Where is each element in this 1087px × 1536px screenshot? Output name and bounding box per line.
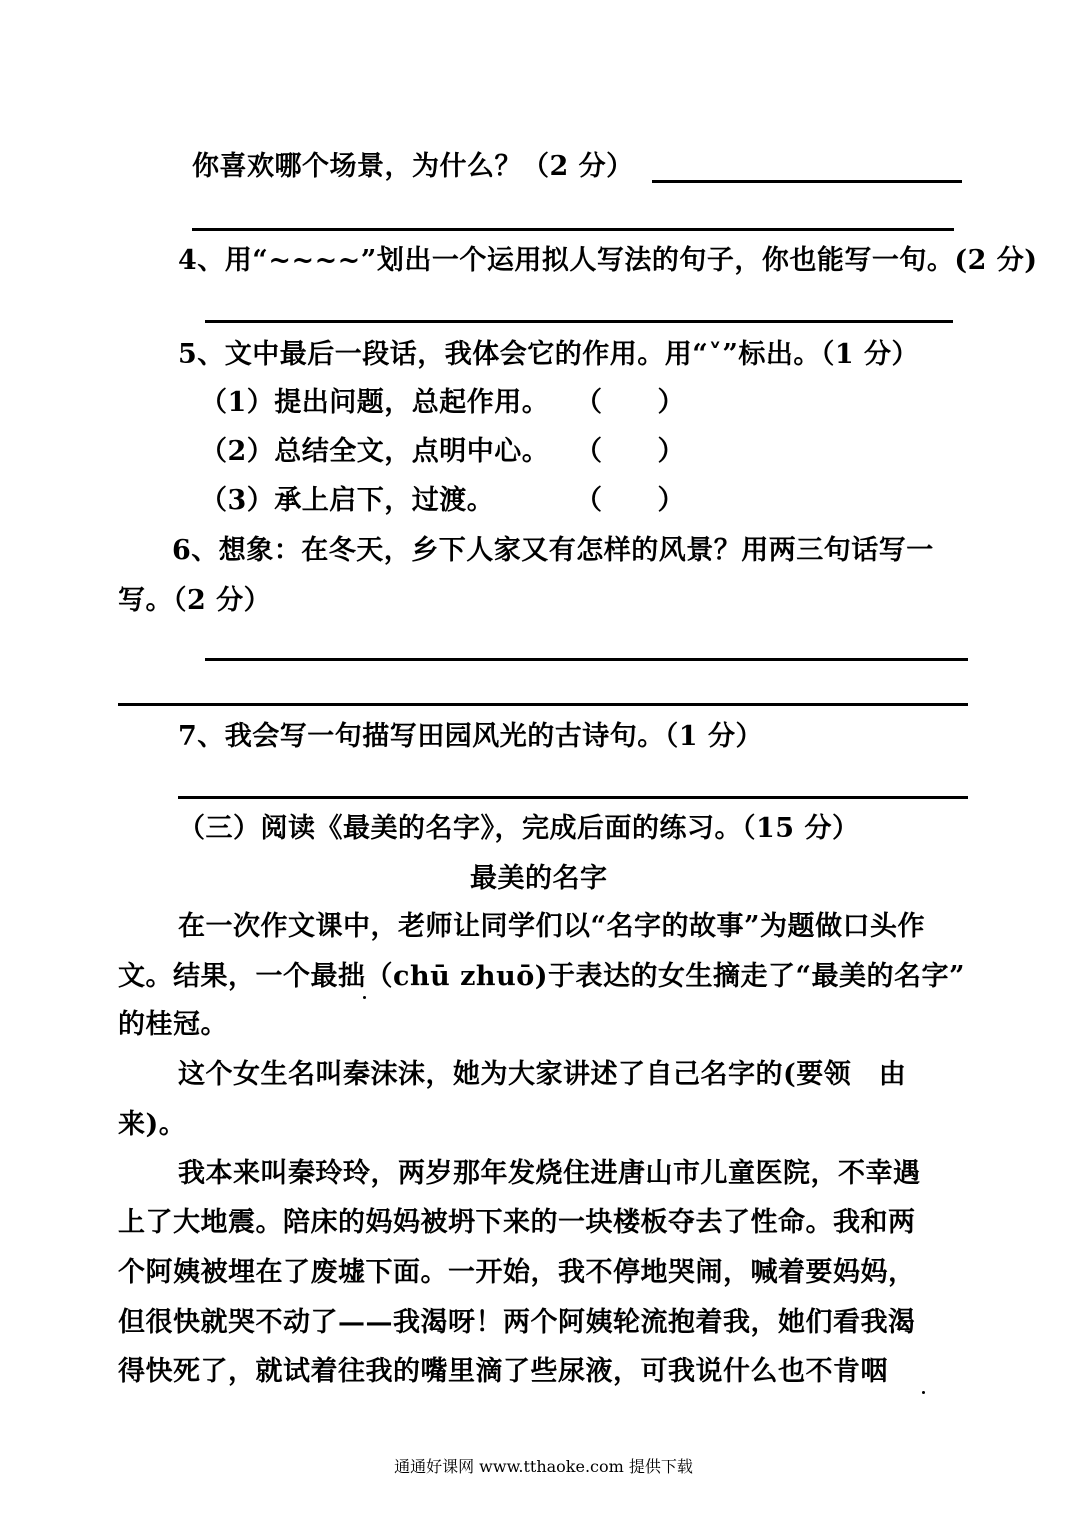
answer-line[interactable]: [205, 320, 953, 323]
paragraph-3-line-1: 我本来叫秦玲玲，两岁那年发烧住进唐山市儿童医院，不幸遇: [178, 1158, 921, 1189]
paragraph-3-line-2: 上了大地震。陪床的妈妈被坍下来的一块楼板夺去了性命。我和两: [118, 1207, 916, 1238]
q5-option-3-paren[interactable]: （ ）: [575, 485, 685, 516]
q5-option-2-paren[interactable]: （ ）: [575, 436, 685, 467]
paragraph-2-line-2: 来)。: [118, 1109, 187, 1140]
paragraph-1-line-1: 在一次作文课中，老师让同学们以“名字的故事”为题做口头作: [178, 911, 926, 942]
paragraph-3-line-3: 个阿姨被埋在了废墟下面。一开始，我不停地哭闹，喊着要妈妈，: [118, 1257, 916, 1288]
answer-line[interactable]: [205, 658, 968, 661]
q5-option-3: （3）承上启下，过渡。: [200, 485, 495, 516]
question-4: 4、用“~~~~”划出一个运用拟人写法的句子，你也能写一句。(2 分): [178, 245, 1038, 276]
paragraph-3-line-5: 得快死了，就试着往我的嘴里滴了些尿液，可我说什么也不肯咽: [118, 1356, 888, 1387]
paragraph-1-line-3: 的桂冠。: [118, 1009, 228, 1040]
section-3-heading: （三）阅读《最美的名字》，完成后面的练习。（15 分）: [178, 813, 860, 844]
article-title: 最美的名字: [470, 863, 608, 894]
question-7: 7、我会写一句描写田园风光的古诗句。（1 分）: [178, 721, 763, 752]
q3-prompt: 你喜欢哪个场景，为什么？（2 分）: [192, 151, 634, 182]
paragraph-2-line-1: 这个女生名叫秦沫沫，她为大家讲述了自己名字的(要领 由: [178, 1059, 907, 1090]
question-6-line-2: 写。（2 分）: [118, 585, 272, 616]
answer-line[interactable]: [178, 796, 968, 799]
q5-option-2: （2）总结全文，点明中心。: [200, 436, 550, 467]
question-6-line-1: 6、想象：在冬天，乡下人家又有怎样的风景？用两三句话写一: [172, 535, 934, 566]
page-footer: 通通好课网 www.tthaoke.com 提供下载: [394, 1457, 693, 1476]
paragraph-3-line-4: 但很快就哭不动了——我渴呀！两个阿姨轮流抱着我，她们看我渴: [118, 1307, 916, 1338]
answer-line[interactable]: [652, 180, 962, 183]
answer-line[interactable]: [118, 703, 968, 706]
q5-option-1-paren[interactable]: （ ）: [575, 387, 685, 418]
emphasis-dot: [922, 1391, 925, 1394]
emphasis-dot: [363, 996, 366, 999]
answer-line[interactable]: [192, 228, 954, 231]
paragraph-1-line-2: 文。结果，一个最拙（chū zhuō)于表达的女生摘走了“最美的名字”: [118, 961, 966, 992]
q5-option-1: （1）提出问题，总起作用。: [200, 387, 550, 418]
question-5: 5、文中最后一段话，我体会它的作用。用“˅”标出。（1 分）: [178, 339, 920, 370]
